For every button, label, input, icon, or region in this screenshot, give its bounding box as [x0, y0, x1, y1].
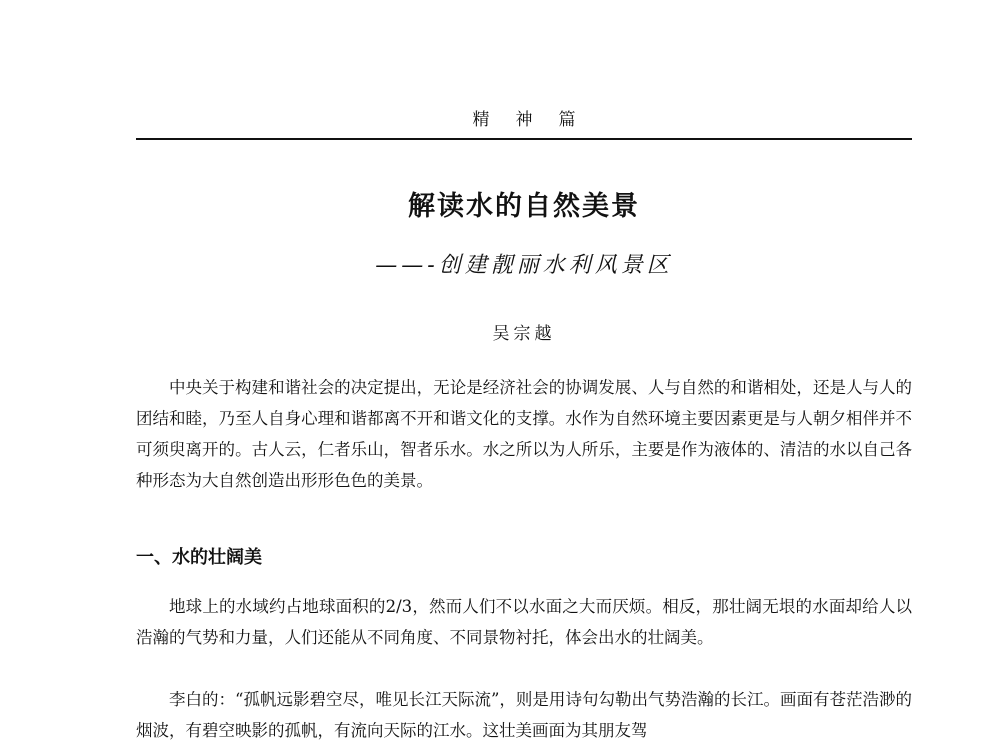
article-title: 解读水的自然美景 [408, 191, 640, 222]
intro-paragraph: 中央关于构建和谐社会的决定提出，无论是经济社会的协调发展、人与自然的和谐相处，还是人与人的团结和睦，乃至人自身心理和谐都离不开和谐文化的支撑。水作为自然环境主要因素更是与人朝夕相伴并不可须臾离开的。古人云，仁者乐山，智者乐水。水之所以为人所乐，主要是作为液体的、清洁的水以自己各种形态为大自然创造出形形色色的美景。 [136, 378, 912, 490]
running-header: 精神篇 [472, 110, 602, 130]
section-paragraph: 地球上的水域约占地球面积的2/3，然而人们不以水面之大而厌烦。相反，那壮阔无垠的水面却给人以浩瀚的气势和力量，人们还能从不同角度、不同景物衬托，体会出水的壮阔美。 [136, 597, 912, 647]
section-paragraph: 李白的：“孤帆远影碧空尽，唯见长江天际流”，则是用诗句勾勒出气势浩瀚的长江。画面有苍茫浩渺的烟波，有碧空映影的孤帆，有流向天际的江水。这壮美画面为其朋友驾 [136, 690, 912, 740]
section-heading: 一、水的壮阔美 [136, 547, 262, 568]
article-author: 吴宗越 [492, 324, 556, 344]
header-rule [136, 138, 912, 140]
article-subtitle: ——-创建靓丽水利风景区 [375, 253, 673, 278]
